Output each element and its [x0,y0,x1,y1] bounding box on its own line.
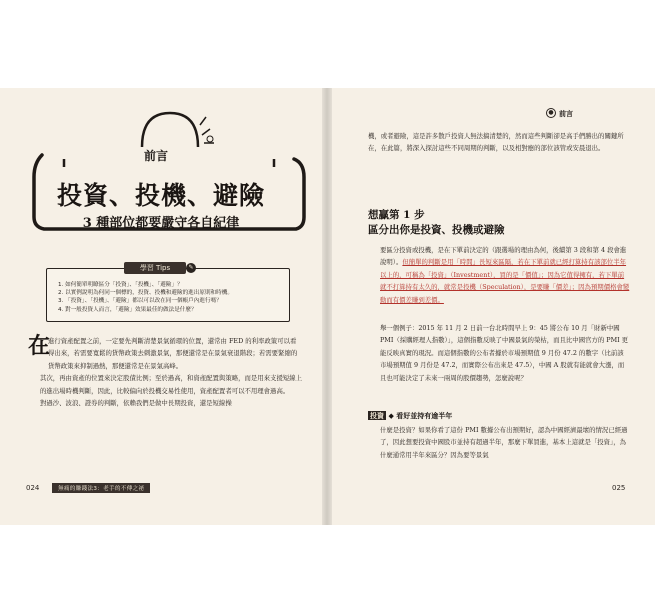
body-paragraph: 其次，再由資產的位置來決定股債比例；至於過高，和資產配置與策略，而是用來支援短線上的進出場時機判斷，因此，比較偏向於投機交易性使用，資產配置者可以不用理會過高。 [40,374,303,395]
right-para-4: 什麼是投資？如果你看了這份 PMI 數據公布出預期好，認為中國經濟最壞的情況已經過了，因此想要投資中國股市並持有超過半年，那麼下單買進，基本上這就是「投資」，為什麼通常用半年來區分？因為要等景氣 [380,426,628,459]
page-number-left: 024 [26,484,40,492]
right-intro: 機，或者避險，這是許多散戶投資人無法搞清楚的，然而這些判斷卻是高手們勝出的關鍵所在，在此篇，將深入探討這些不同周期的判斷，以及相對應的部位該管或安晨退出。 [368,132,624,153]
right-para-2 [368,244,630,306]
page-subtitle: 3 種部位都要嚴守各自紀律 [82,216,240,231]
section-heading-line1: 想贏第 1 步 [368,209,425,221]
questions-list [58,281,233,314]
para-2-text: 要區分投資或投機，是在下單前決定的（跟選場的理由為何，後續第 3 段和第 4 段會進說明）。 [380,246,627,267]
drop-cap: 在 [28,333,51,359]
body-paragraph: 對過沙、波浪、證券的判斷，依賴我們是做中長期投資，還是短線操 [40,399,232,408]
title-kicker: 前言 [144,149,169,163]
sub-heading-text: 看好並持有逾半年 [396,411,453,420]
page-number-right: 025 [612,484,626,492]
sub-heading-key: 投資 [370,411,384,420]
sub-heading [368,411,452,421]
left-body [26,335,302,409]
para-2-highlight: 但簡單的判斷是用「時間」長短來區隔，若在下單前就已經打算持有該部位半年以上的，可稱為「投資」（Investment），買的是「價值」；因為它值得擁有，若下單前就不打算持有太久的，就常是投機（Speculation），是要賺「價差」；因為預期價格會變動而有價差賺到差價。 [380,258,630,304]
book-gutter [322,88,332,525]
question-item: 2. 以實例說明為何同一個標的，投資、投機和避險的進出原則和時機。 [58,290,233,297]
question-item: 4. 對一般投資人而言，「避險」效果最佳的做法是什麼？ [58,306,197,313]
chapter-tag: 前言 [559,110,573,118]
question-item: 1. 如何簡單明瞭區分「投資」、「投機」、「避險」？ [58,282,183,288]
chapter-marker-icon: ● [546,108,556,118]
questions-label: 學習 Tips [124,262,186,274]
section-heading-line2: 區分出你是投資、投機或避險 [368,224,505,236]
running-head: 無痛的賺錢法3：老手的不傳之祕 [52,483,150,493]
sub-heading-icon: ◆ [388,411,394,420]
right-para-3: 舉一個例子：2015 年 11 月 2 日前一台北時間早上 9：45 將公布 10 月「財新中國 PMI（採購經理人指數）」，這個指數反映了中國景氣的榮枯，而且比中國官方的 PMI 更能反映真實的現況。而這個指數的公布者據於市場預期值 9 月份 47.2 的數字（比前該市場預期值 9 月份是 47.2，而實際公布出來是 47.5），中國 A 股就有能就會大漲，而且也可能決定了未來一兩周的股價趨勢，怎麼說呢？ [380,324,629,382]
questions-badge-icon: ✎ [186,263,196,273]
page-title: 投資、投機、避險 [56,181,265,210]
section-heading [368,208,505,238]
question-item: 3. 「投資」、「投機」、「避險」都以可以改在同一個帳戶內進行嗎？ [58,298,222,305]
body-paragraph: 進行資產配置之前，一定要先判斷清楚景氣循環的位置，還常由 FED 的利率政策可以看得出來，若需要寬鬆的貨幣政策去刺激景氣，那便還常是在景氣衰退階段；若需要緊縮的貨幣政策來抑制過熱，那便還常是在景氣高峰。 [48,337,298,370]
